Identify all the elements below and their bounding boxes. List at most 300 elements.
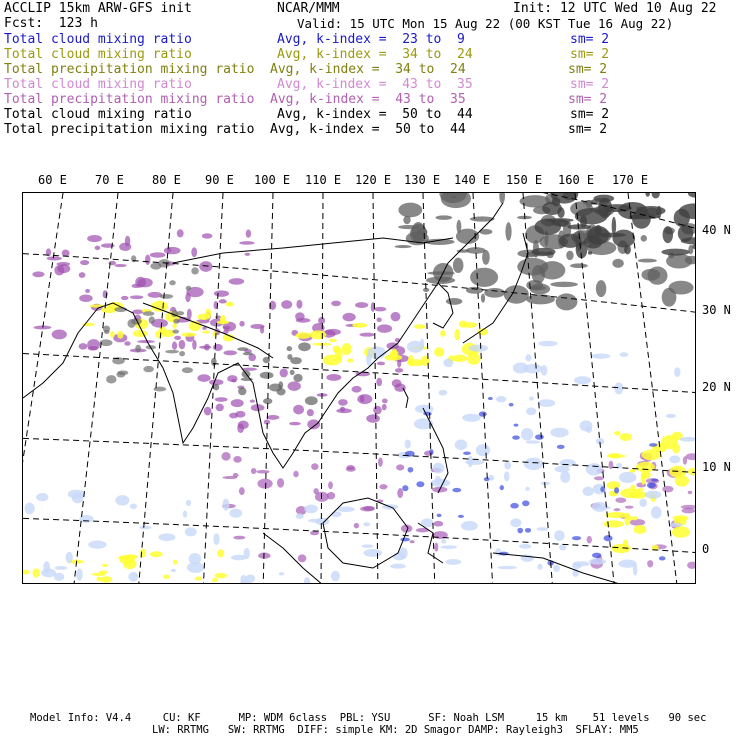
top-cloud-patch xyxy=(398,203,422,218)
mid-cloud-patch xyxy=(636,462,655,473)
upper-cloud-patch xyxy=(410,540,415,543)
top-cloud-patch xyxy=(570,263,588,268)
upper-cloud-patch xyxy=(251,468,256,474)
upper-cloud-patch xyxy=(382,404,387,410)
model-info-line2: LW: RRTMG SW: RRTMG DIFF: simple KM: 2D Smagor DAMP: Rayleigh3 SFLAY: MM5 xyxy=(152,724,639,736)
mid-cloud-patch xyxy=(212,578,218,582)
upper-cloud-patch xyxy=(233,456,241,463)
low-cloud-patch xyxy=(415,405,434,414)
low-cloud-patch xyxy=(573,561,590,566)
upper-cloud-patch xyxy=(280,368,288,377)
upper-cloud-patch xyxy=(391,312,401,321)
upper-cloud-patch xyxy=(191,247,197,257)
upper-cloud-patch xyxy=(614,508,621,511)
top-cloud-patch xyxy=(143,311,155,316)
top-cloud-patch xyxy=(446,298,462,305)
upper-cloud-patch xyxy=(296,300,302,309)
upper-cloud-patch xyxy=(231,399,244,407)
upper-cloud-patch xyxy=(346,465,355,470)
cloud-field-layer xyxy=(23,193,696,584)
upper-cloud-patch xyxy=(687,562,696,569)
field-0-name: Total cloud mixing ratio xyxy=(4,32,192,47)
low-cloud-patch xyxy=(423,412,432,416)
low-cloud-patch xyxy=(416,481,424,487)
lat-label: 40 N xyxy=(702,223,731,237)
low-cloud-patch xyxy=(526,408,536,416)
upper-cloud-patch xyxy=(222,476,237,479)
low-cloud-patch xyxy=(519,544,531,549)
lon-line-90e xyxy=(203,193,223,584)
upper-cloud-patch xyxy=(219,299,227,303)
field-1-avg: Avg, k-index = 34 to 24 xyxy=(277,47,473,62)
top-cloud-patch xyxy=(293,374,302,382)
low-cloud-patch xyxy=(115,495,129,505)
field-1-sm: sm= 2 xyxy=(570,47,610,62)
low-cloud-patch xyxy=(614,383,623,395)
low-cloud-patch xyxy=(560,471,570,483)
top-cloud-patch xyxy=(567,224,591,229)
mid-cloud-patch xyxy=(102,564,108,567)
top-cloud-patch xyxy=(618,202,648,219)
top-cloud-patch xyxy=(530,286,546,290)
coast-taiwan xyxy=(403,388,408,408)
low-cloud-patch xyxy=(514,424,519,427)
upper-cloud-patch xyxy=(172,342,177,350)
low-cloud-patch xyxy=(76,568,83,580)
upper-cloud-patch xyxy=(647,560,653,567)
top-cloud-patch xyxy=(557,207,564,218)
upper-cloud-patch xyxy=(396,464,404,470)
valid-time: Valid: 15 UTC Mon 15 Aug 22 (00 KST Tue 16 Aug 22) xyxy=(297,16,674,31)
low-cloud-patch xyxy=(68,490,85,499)
upper-cloud-patch xyxy=(277,478,284,488)
upper-cloud-patch xyxy=(214,290,229,297)
upper-cloud-patch xyxy=(246,229,251,237)
low-cloud-patch xyxy=(537,564,542,570)
upper-cloud-patch xyxy=(125,236,130,247)
low-cloud-patch xyxy=(525,487,529,491)
lon-label: 150 E xyxy=(506,173,543,187)
upper-cloud-patch xyxy=(231,379,236,382)
upper-cloud-patch xyxy=(377,324,392,332)
top-cloud-patch xyxy=(278,381,283,389)
mid-cloud-patch xyxy=(641,450,660,461)
upper-cloud-patch xyxy=(80,260,89,265)
low-cloud-patch xyxy=(586,463,603,475)
field-0-avg: Avg, k-index = 23 to 9 xyxy=(277,32,465,47)
mid-cloud-patch xyxy=(688,468,696,476)
low-cloud-patch xyxy=(408,467,414,473)
low-cloud-patch xyxy=(645,491,661,499)
low-cloud-patch xyxy=(429,449,433,454)
low-cloud-patch xyxy=(586,427,592,433)
low-cloud-patch xyxy=(393,552,405,560)
low-cloud-patch xyxy=(231,555,247,561)
low-cloud-patch xyxy=(517,528,523,534)
low-cloud-patch xyxy=(620,352,629,357)
mid-cloud-patch xyxy=(603,520,624,527)
upper-cloud-patch xyxy=(52,330,67,340)
upper-cloud-patch xyxy=(267,415,280,420)
top-cloud-patch xyxy=(298,342,311,351)
mid-cloud-patch xyxy=(329,339,337,343)
mid-cloud-patch xyxy=(110,331,115,338)
low-cloud-patch xyxy=(521,428,533,441)
top-cloud-patch xyxy=(395,245,412,248)
upper-cloud-patch xyxy=(376,378,382,386)
mid-cloud-patch xyxy=(96,577,101,582)
upper-cloud-patch xyxy=(587,536,592,544)
mid-cloud-patch xyxy=(454,329,460,340)
field-1-name: Total cloud mixing ratio xyxy=(4,47,192,62)
low-cloud-patch xyxy=(614,487,619,493)
field-3-avg: Avg, k-index = 43 to 35 xyxy=(277,77,473,92)
top-cloud-patch xyxy=(612,230,635,248)
lon-label: 90 E xyxy=(205,173,234,187)
low-cloud-patch xyxy=(555,466,570,473)
mid-cloud-patch xyxy=(607,481,621,489)
mid-cloud-patch xyxy=(173,560,177,565)
low-cloud-patch xyxy=(603,535,612,541)
upper-cloud-patch xyxy=(56,262,70,266)
forecast-map xyxy=(22,192,696,584)
border-china-mongolia xyxy=(173,238,453,263)
lon-line-60e xyxy=(23,193,63,584)
top-cloud-patch xyxy=(154,387,167,392)
field-5-avg: Avg, k-index = 50 to 44 xyxy=(277,107,473,122)
low-cloud-patch xyxy=(279,572,284,576)
top-cloud-patch xyxy=(117,370,128,375)
low-cloud-patch xyxy=(510,518,521,527)
coast-sumatra xyxy=(263,533,323,584)
upper-cloud-patch xyxy=(281,300,292,309)
upper-cloud-patch xyxy=(360,395,364,403)
top-cloud-patch xyxy=(598,198,612,219)
upper-cloud-patch xyxy=(204,344,210,351)
low-cloud-patch xyxy=(405,440,411,449)
upper-cloud-patch xyxy=(683,456,687,464)
upper-cloud-patch xyxy=(239,487,245,495)
low-cloud-patch xyxy=(504,461,511,469)
low-cloud-patch xyxy=(390,564,406,569)
mid-cloud-patch xyxy=(151,301,168,312)
low-cloud-patch xyxy=(639,499,647,507)
low-cloud-patch xyxy=(185,527,197,536)
low-cloud-patch xyxy=(591,354,610,359)
mid-cloud-patch xyxy=(202,331,210,334)
low-cloud-patch xyxy=(213,533,219,545)
low-cloud-patch xyxy=(363,522,370,526)
top-cloud-patch xyxy=(186,286,192,291)
upper-cloud-patch xyxy=(609,461,614,470)
upper-cloud-patch xyxy=(395,368,403,373)
top-cloud-patch xyxy=(596,280,606,297)
upper-cloud-patch xyxy=(615,498,626,503)
mid-cloud-patch xyxy=(225,302,234,307)
field-6-avg: Avg, k-index = 50 to 44 xyxy=(270,122,466,137)
field-5-name: Total cloud mixing ratio xyxy=(4,107,192,122)
top-cloud-patch xyxy=(173,319,179,324)
low-cloud-patch xyxy=(361,544,373,548)
low-cloud-patch xyxy=(331,571,340,582)
lon-label: 140 E xyxy=(454,173,491,187)
upper-cloud-patch xyxy=(179,340,186,349)
low-cloud-patch xyxy=(526,440,540,443)
top-cloud-patch xyxy=(143,366,153,372)
upper-cloud-patch xyxy=(682,508,696,514)
low-cloud-patch xyxy=(484,477,490,481)
low-cloud-patch xyxy=(523,364,542,373)
upper-cloud-patch xyxy=(114,264,126,267)
upper-cloud-patch xyxy=(229,413,238,419)
top-cloud-patch xyxy=(191,267,199,274)
mid-cloud-patch xyxy=(155,330,164,338)
top-cloud-patch xyxy=(517,258,548,276)
top-cloud-patch xyxy=(403,216,410,224)
top-cloud-patch xyxy=(532,248,556,256)
mid-cloud-patch xyxy=(342,343,352,355)
top-cloud-patch xyxy=(470,268,498,287)
mid-cloud-patch xyxy=(614,431,620,436)
mid-cloud-patch xyxy=(434,347,444,357)
low-cloud-patch xyxy=(437,514,442,518)
mid-cloud-patch xyxy=(620,488,641,498)
field-4-avg: Avg, k-index = 43 to 35 xyxy=(270,92,466,107)
top-cloud-patch xyxy=(663,226,673,243)
upper-cloud-patch xyxy=(250,400,255,403)
upper-cloud-patch xyxy=(124,341,130,346)
mid-cloud-patch xyxy=(407,359,424,366)
upper-cloud-patch xyxy=(216,404,224,412)
upper-cloud-patch xyxy=(295,312,305,321)
low-cloud-patch xyxy=(402,485,408,491)
upper-cloud-patch xyxy=(326,374,341,381)
top-cloud-patch xyxy=(645,193,650,197)
low-cloud-patch xyxy=(304,504,318,513)
field-2-sm: sm= 2 xyxy=(568,62,608,77)
upper-cloud-patch xyxy=(257,479,272,489)
low-cloud-patch xyxy=(366,354,371,366)
low-cloud-patch xyxy=(582,487,593,496)
mid-cloud-patch xyxy=(119,555,135,564)
upper-cloud-patch xyxy=(121,296,128,300)
top-cloud-patch xyxy=(499,193,505,204)
upper-cloud-patch xyxy=(289,422,301,426)
low-cloud-patch xyxy=(452,488,461,493)
mid-cloud-patch xyxy=(117,331,123,339)
upper-cloud-patch xyxy=(174,336,181,340)
top-cloud-patch xyxy=(260,372,274,379)
top-cloud-patch xyxy=(179,351,185,356)
top-cloud-patch xyxy=(453,258,464,273)
top-cloud-patch xyxy=(160,294,174,299)
upper-cloud-patch xyxy=(239,321,244,327)
upper-cloud-patch xyxy=(373,406,382,415)
top-cloud-patch xyxy=(182,367,193,373)
mid-cloud-patch xyxy=(633,516,638,520)
upper-cloud-patch xyxy=(293,471,298,478)
top-cloud-patch xyxy=(169,280,176,285)
top-cloud-patch xyxy=(550,282,578,287)
mid-cloud-patch xyxy=(347,359,354,363)
low-cloud-patch xyxy=(440,545,457,549)
mid-cloud-patch xyxy=(619,433,632,441)
low-cloud-patch xyxy=(659,556,666,560)
upper-cloud-patch xyxy=(132,309,143,314)
mid-cloud-patch xyxy=(23,570,30,575)
low-cloud-patch xyxy=(529,396,534,400)
mid-cloud-patch xyxy=(641,472,646,485)
field-2-name: Total precipitation mixing ratio xyxy=(4,62,255,77)
top-cloud-patch xyxy=(534,219,561,235)
upper-cloud-patch xyxy=(434,543,438,552)
mid-cloud-patch xyxy=(606,512,628,518)
upper-cloud-patch xyxy=(135,277,146,288)
upper-cloud-patch xyxy=(95,246,101,251)
upper-cloud-patch xyxy=(239,241,255,245)
upper-cloud-patch xyxy=(354,523,359,529)
mid-cloud-patch xyxy=(624,513,630,526)
upper-cloud-patch xyxy=(145,255,150,265)
low-cloud-patch xyxy=(445,559,461,565)
upper-cloud-patch xyxy=(233,536,245,540)
top-cloud-patch xyxy=(456,220,461,233)
low-cloud-patch xyxy=(229,509,242,518)
upper-cloud-patch xyxy=(366,414,380,423)
upper-cloud-patch xyxy=(137,340,155,343)
low-cloud-patch xyxy=(537,527,548,531)
low-cloud-patch xyxy=(525,354,531,361)
upper-cloud-patch xyxy=(213,344,223,351)
top-cloud-patch xyxy=(638,259,657,263)
model-info-line1: Model Info: V4.4 CU: KF MP: WDM 6class PBL: YSU SF: Noah LSM 15 km 51 levels 90 sec xyxy=(30,712,707,724)
upper-cloud-patch xyxy=(377,318,382,322)
upper-cloud-patch xyxy=(150,252,166,257)
upper-cloud-patch xyxy=(327,492,335,499)
upper-cloud-patch xyxy=(307,409,314,416)
lon-label: 120 E xyxy=(355,173,392,187)
low-cloud-patch xyxy=(574,376,591,384)
upper-cloud-patch xyxy=(87,235,102,242)
mid-cloud-patch xyxy=(295,332,310,339)
upper-cloud-patch xyxy=(328,481,333,489)
top-cloud-patch xyxy=(505,222,511,241)
mid-cloud-patch xyxy=(352,323,367,328)
top-cloud-patch xyxy=(484,288,505,298)
upper-cloud-patch xyxy=(318,317,325,324)
low-cloud-patch xyxy=(187,562,204,573)
mid-cloud-patch xyxy=(217,549,224,557)
low-cloud-patch xyxy=(669,456,680,464)
low-cloud-patch xyxy=(128,572,138,582)
top-cloud-patch xyxy=(277,388,286,395)
mid-cloud-patch xyxy=(133,330,148,337)
lon-label: 110 E xyxy=(305,173,342,187)
upper-cloud-patch xyxy=(215,397,228,402)
low-cloud-patch xyxy=(619,472,636,483)
lon-line-110e xyxy=(321,193,323,584)
low-cloud-patch xyxy=(669,523,683,527)
top-cloud-patch xyxy=(641,235,647,242)
top-cloud-patch xyxy=(211,358,217,366)
low-cloud-patch xyxy=(550,428,568,438)
top-cloud-patch xyxy=(305,396,318,405)
top-cloud-patch xyxy=(688,193,696,198)
top-cloud-patch xyxy=(481,294,485,303)
upper-cloud-patch xyxy=(79,272,86,278)
upper-cloud-patch xyxy=(34,326,52,330)
top-cloud-patch xyxy=(237,347,248,351)
field-4-name: Total precipitation mixing ratio xyxy=(4,92,255,107)
low-cloud-patch xyxy=(512,435,520,439)
low-cloud-patch xyxy=(557,445,565,449)
lon-line-120e xyxy=(373,193,378,584)
low-cloud-patch xyxy=(461,521,478,531)
top-cloud-patch xyxy=(287,354,292,360)
low-cloud-patch xyxy=(554,530,564,541)
low-cloud-patch xyxy=(463,451,471,455)
upper-cloud-patch xyxy=(256,470,269,473)
low-cloud-patch xyxy=(649,443,657,447)
field-3-name: Total cloud mixing ratio xyxy=(4,77,192,92)
low-cloud-patch xyxy=(462,414,481,422)
lon-label: 130 E xyxy=(404,173,441,187)
low-cloud-patch xyxy=(296,513,304,519)
model-title: ACCLIP 15km ARW-GFS init xyxy=(4,1,192,16)
field-0-sm: sm= 2 xyxy=(570,32,610,47)
mid-cloud-patch xyxy=(182,333,197,337)
lon-label: 60 E xyxy=(38,173,67,187)
top-cloud-patch xyxy=(466,287,483,294)
low-cloud-patch xyxy=(589,558,606,564)
upper-cloud-patch xyxy=(221,452,230,461)
mid-cloud-patch xyxy=(384,354,402,360)
upper-cloud-patch xyxy=(293,405,304,415)
low-cloud-patch xyxy=(538,341,557,347)
low-cloud-patch xyxy=(535,434,544,439)
low-cloud-patch xyxy=(363,549,382,557)
low-cloud-patch xyxy=(36,493,48,501)
mid-cloud-patch xyxy=(467,353,481,365)
low-cloud-patch xyxy=(488,397,493,400)
top-cloud-patch xyxy=(106,375,116,383)
top-cloud-patch xyxy=(662,288,677,307)
top-cloud-patch xyxy=(243,352,253,355)
upper-cloud-patch xyxy=(357,394,372,404)
upper-cloud-patch xyxy=(377,362,385,366)
low-cloud-patch xyxy=(43,561,50,572)
mid-cloud-patch xyxy=(217,320,229,324)
upper-cloud-patch xyxy=(85,289,90,293)
lat-label: 30 N xyxy=(702,303,731,317)
upper-cloud-patch xyxy=(325,329,341,335)
lat-label: 0 xyxy=(702,542,710,556)
top-cloud-patch xyxy=(587,226,609,245)
low-cloud-patch xyxy=(510,503,518,509)
map-canvas xyxy=(23,193,696,584)
upper-cloud-patch xyxy=(79,343,88,349)
upper-cloud-patch xyxy=(397,488,403,498)
low-cloud-patch xyxy=(435,476,441,485)
upper-cloud-patch xyxy=(32,271,44,277)
upper-cloud-patch xyxy=(79,294,92,302)
upper-cloud-patch xyxy=(630,519,646,526)
upper-cloud-patch xyxy=(164,247,181,254)
upper-cloud-patch xyxy=(331,301,341,307)
low-cloud-patch xyxy=(559,459,575,467)
top-cloud-patch xyxy=(398,225,419,229)
low-cloud-patch xyxy=(304,577,310,584)
